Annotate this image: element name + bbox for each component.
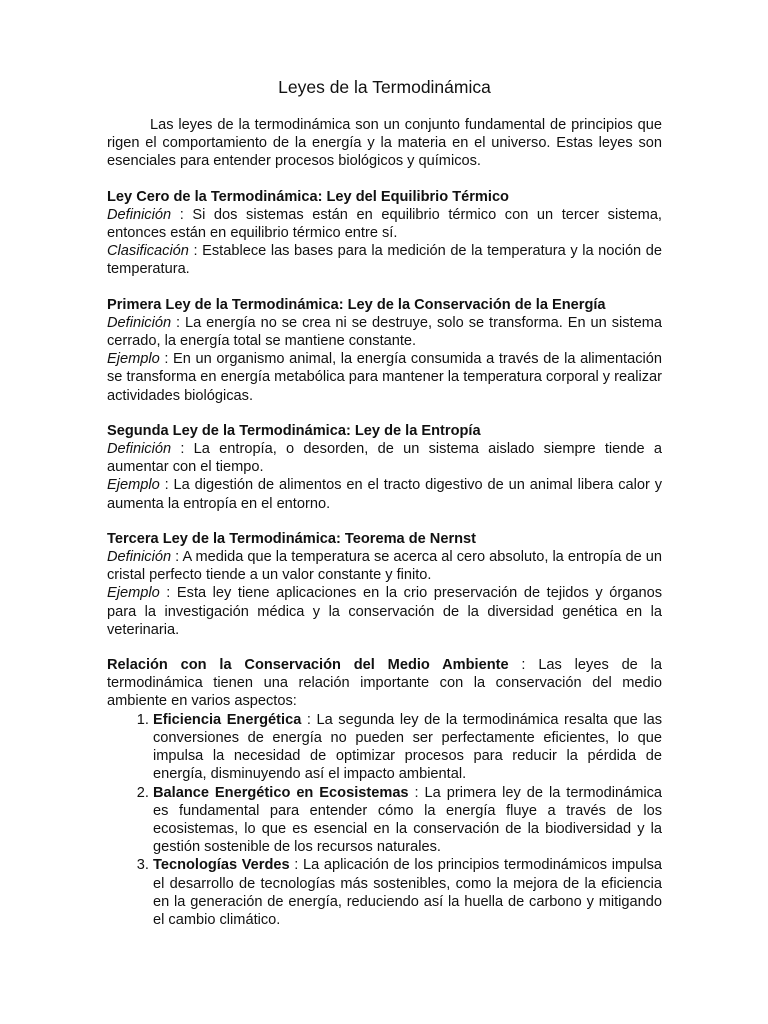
document-title: Leyes de la Termodinámica	[278, 77, 491, 97]
entry-label: Ejemplo	[107, 477, 160, 494]
item-text: : La primera ley de la termodinámica es fundamental para entender cómo la energía fluye a través de los ecosistemas, lo que es esencial en la conservación de la biodiversidad y la gestión sostenible de los recursos naturales.	[153, 784, 663, 856]
intro-paragraph: Las leyes de la termodinámica son un conjunto fundamental de principios que rigen el comportamiento de la energía y la materia en el universo. Estas leyes son esenciales para entender procesos biológicos y químicos.	[107, 117, 662, 170]
section-entry	[107, 548, 662, 584]
entry-text: : En un organismo animal, la energía consumida a través de la alimentación se transforma en energía metabólica para mantener la temperatura corporal y realizar actividades biológicas.	[107, 351, 662, 404]
item-label: Tecnologías Verdes	[153, 857, 290, 874]
item-text: : La aplicación de los principios termodinámicos impulsa el desarrollo de tecnologías más sostenibles, como la mejora de la eficiencia en la generación de energía, reduciendo así la huella de carbono y mitigando el cambio climático.	[153, 857, 662, 928]
relation-text: : Las leyes de la termodinámica tienen una relación importante con la conservación del medio ambiente en varios aspectos:	[107, 657, 662, 710]
section-entry	[107, 350, 662, 405]
entry-text: : Esta ley tiene aplicaciones en la crio preservación de tejidos y órganos para la investigación médica y la conservación de la diversidad genética en la veterinaria.	[107, 585, 662, 638]
entry-label: Definición	[107, 441, 172, 458]
entry-label: Definición	[107, 314, 172, 331]
entry-text: : Establece las bases para la medición de la temperatura y la noción de temperatura.	[107, 243, 662, 278]
entry-label: Definición	[107, 206, 172, 223]
entry-text: : La energía no se crea ni se destruye, solo se transforma. En un sistema cerrado, la energía total se mantiene constante.	[107, 314, 662, 350]
entry-text: : La digestión de alimentos en el tracto digestivo de un animal libera calor y aumenta la entropía en el entorno.	[107, 477, 662, 512]
list-item	[153, 784, 662, 857]
entry-label: Clasificación	[107, 243, 189, 260]
section-entry	[107, 440, 662, 476]
aspects-list	[107, 711, 662, 929]
relation-paragraph	[107, 656, 662, 711]
entry-text: : La entropía, o desorden, de un sistema aislado siempre tiende a aumentar con el tiempo.	[107, 441, 662, 476]
section-segunda-ley	[107, 422, 662, 513]
section-medio-ambiente	[107, 656, 662, 929]
entry-text: : A medida que la temperatura se acerca al cero absoluto, la entropía de un cristal perfecto tiende a un valor constante y finito.	[107, 549, 662, 584]
section-entry	[107, 584, 662, 639]
section-entry	[107, 314, 662, 350]
item-text: : La segunda ley de la termodinámica resalta que las conversiones de energía no pueden ser perfectamente eficientes, lo que impulsa la necesidad de optimizar procesos para reducir la pérdida de energía, disminuyendo así el impacto ambiental.	[153, 711, 662, 783]
entry-label: Ejemplo	[107, 351, 160, 368]
section-entry	[107, 206, 662, 242]
list-item	[153, 711, 662, 784]
entry-label: Definición	[107, 549, 172, 566]
item-label: Balance Energético en Ecosistemas	[153, 784, 409, 801]
section-primera-ley	[107, 296, 662, 405]
section-tercera-ley	[107, 530, 662, 639]
entry-label: Ejemplo	[107, 585, 160, 602]
section-entry	[107, 476, 662, 512]
section-entry	[107, 242, 662, 278]
entry-text: : Si dos sistemas están en equilibrio térmico con un tercer sistema, entonces están en equilibrio térmico entre sí.	[107, 206, 662, 242]
relation-heading: Relación con la Conservación del Medio Ambiente	[107, 657, 509, 674]
section-ley-cero	[107, 188, 662, 279]
section-heading: Ley Cero de la Termodinámica: Ley del Equilibrio Térmico	[107, 188, 509, 205]
section-heading: Primera Ley de la Termodinámica: Ley de la Conservación de la Energía	[107, 296, 606, 313]
item-label: Eficiencia Energética	[153, 711, 302, 728]
list-item	[153, 856, 662, 929]
section-heading: Segunda Ley de la Termodinámica: Ley de la Entropía	[107, 422, 481, 439]
section-heading: Tercera Ley de la Termodinámica: Teorema de Nernst	[107, 530, 477, 547]
